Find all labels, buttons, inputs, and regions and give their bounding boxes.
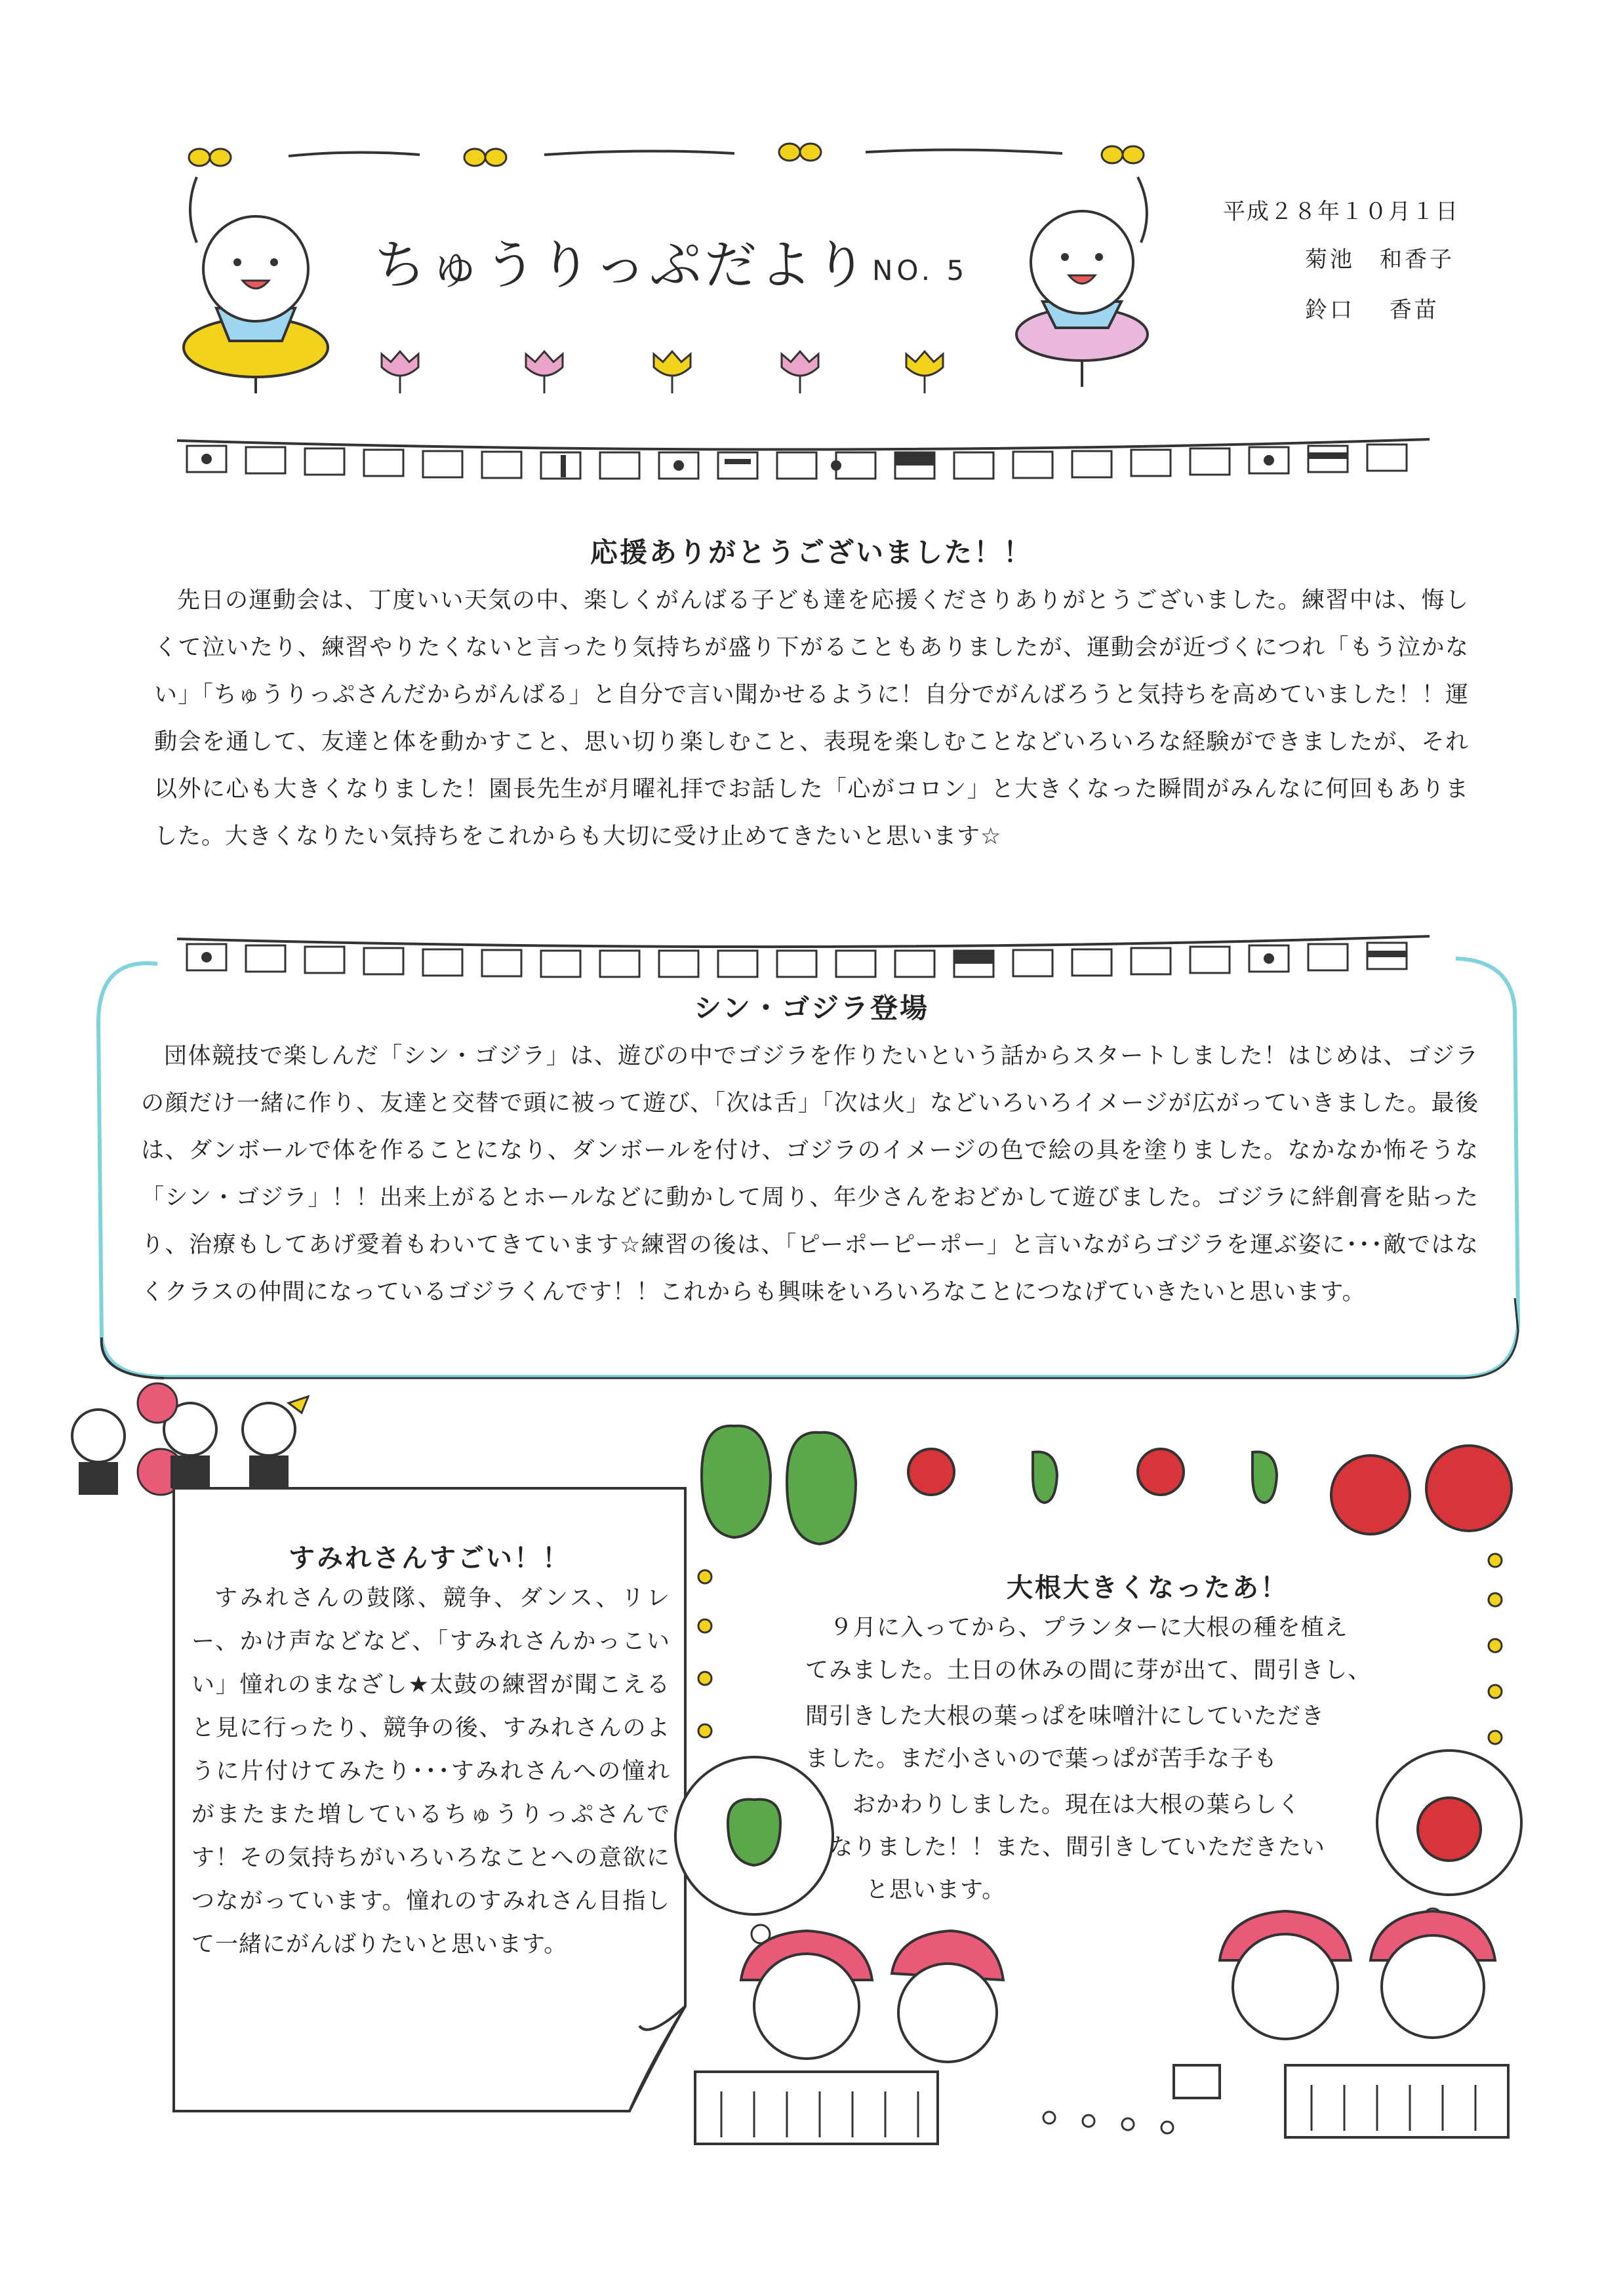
section-body-line: てみました。土日の休みの間に芽が出て、間引きし、 <box>805 1657 1372 1684</box>
section-body-line: ９月に入ってから、プランターに大根の種を植え <box>830 1615 1348 1641</box>
section-body-line: と思います。 <box>866 1877 1006 1903</box>
tomato-icon <box>1138 1449 1184 1495</box>
section-body-line: おかわりしました。現在は大根の葉らしく <box>852 1792 1302 1818</box>
gardening-children-right <box>1043 1911 1508 2137</box>
newsletter-title: ちゅうりっぷだより <box>374 235 870 296</box>
section-title: 大根大きくなったあ！ <box>1007 1573 1289 1603</box>
pepper-icon <box>787 1433 856 1544</box>
section-body: 団体競技で楽しんだ「シン・ゴジラ」は、遊びの中でゴジラを作りたいという話からスタートしました！はじめは、ゴジラの顔だけ一緒に作り、友達と交替で頭に被って遊び、「次は舌」「次は火」などいろいろイメージが広がっていきました。最後は、ダンボールで体を作ることになり、ダンボールを付け、ゴジラのイメージの色で絵の具を塗りました。なかなか怖そうな「シン・ゴジラ」！！出来上がるとホールなどに動かして周り、年少さんをおどかして遊びました。ゴジラに絆創膏を貼ったり、治療もしてあげ愛着もわいてきています☆練習の後は、「ピーポーピーポー」と言いながらゴジラを運ぶ姿に･･･敵ではなくクラスの仲間になっているゴジラくんです！！これからも興味をいろいろなことにつなげていきたいと思います。 <box>141 1043 1479 1305</box>
section-title: すみれさんすごい！！ <box>289 1543 571 1574</box>
section-body: すみれさんの鼓隊、競争、ダンス、リレー、かけ声などなど、「すみれさんかっこいい」憧れのまなざし★太鼓の練習が聞こえると見に行ったり、競争の後、すみれさんのように片付けてみたり･･･すみれさんへの憧れがまたまた増しているちゅうりっぷさんです！その気持ちがいろいろなことへの意欲につながっています。憧れのすみれさん目指して一緒にがんばりたいと思います。 <box>191 1585 670 1958</box>
section-body: 先日の運動会は、丁度いい天気の中、楽しくがんばる子ども達を応援くださりありがとうございました。練習中は、悔しくて泣いたり、練習やりたくないと言ったり気持ちが盛り下がることもありましたが、運動会が近づくにつれ「もう泣かない」「ちゅうりっぷさんだからがんばる」と自分で言い聞かせるように！自分でがんばろうと気持ちを高めていました！！運動会を通して、友達と体を動かすこと、思い切り楽しむこと、表現を楽しむことなどいろいろな経験ができましたが、それ以外に心も大きくなりました！園長先生が月曜礼拝でお話した「心がコロン」と大きくなった瞬間がみんなに何回もありました。大きくなりたい気持ちをこれからも大切に受け止めてきたいと思います☆ <box>154 587 1469 850</box>
section-body-line: なりました！！また、間引きしていただきたい <box>830 1834 1326 1861</box>
author-name: 菊池 和香子 <box>1305 247 1454 273</box>
pepper-icon <box>702 1426 771 1537</box>
issue-number: NO. 5 <box>872 254 969 287</box>
section-title: 応援ありがとうございました！！ <box>590 536 1033 568</box>
section-body-line: ました。まだ小さいので葉っぱが苦手な子も <box>805 1746 1278 1772</box>
cheerleader-children-illustration <box>72 1383 308 1495</box>
tomato-icon <box>908 1449 954 1495</box>
section-body-line: 間引きした大根の葉っぱを味噌汁にしていただき <box>805 1703 1325 1730</box>
section-title: シン・ゴジラ登場 <box>694 992 929 1024</box>
tomato-icon <box>1331 1455 1410 1534</box>
tomato-icon <box>1426 1446 1512 1531</box>
issue-date: 平成２８年１０月１日 <box>1223 199 1459 225</box>
watering-can-icon <box>1174 2065 1220 2098</box>
pepper-icon <box>1033 1452 1057 1503</box>
gardening-children-left <box>695 1931 1003 2144</box>
author-name: 鈴口 香苗 <box>1305 297 1439 323</box>
pepper-icon <box>1252 1452 1277 1503</box>
